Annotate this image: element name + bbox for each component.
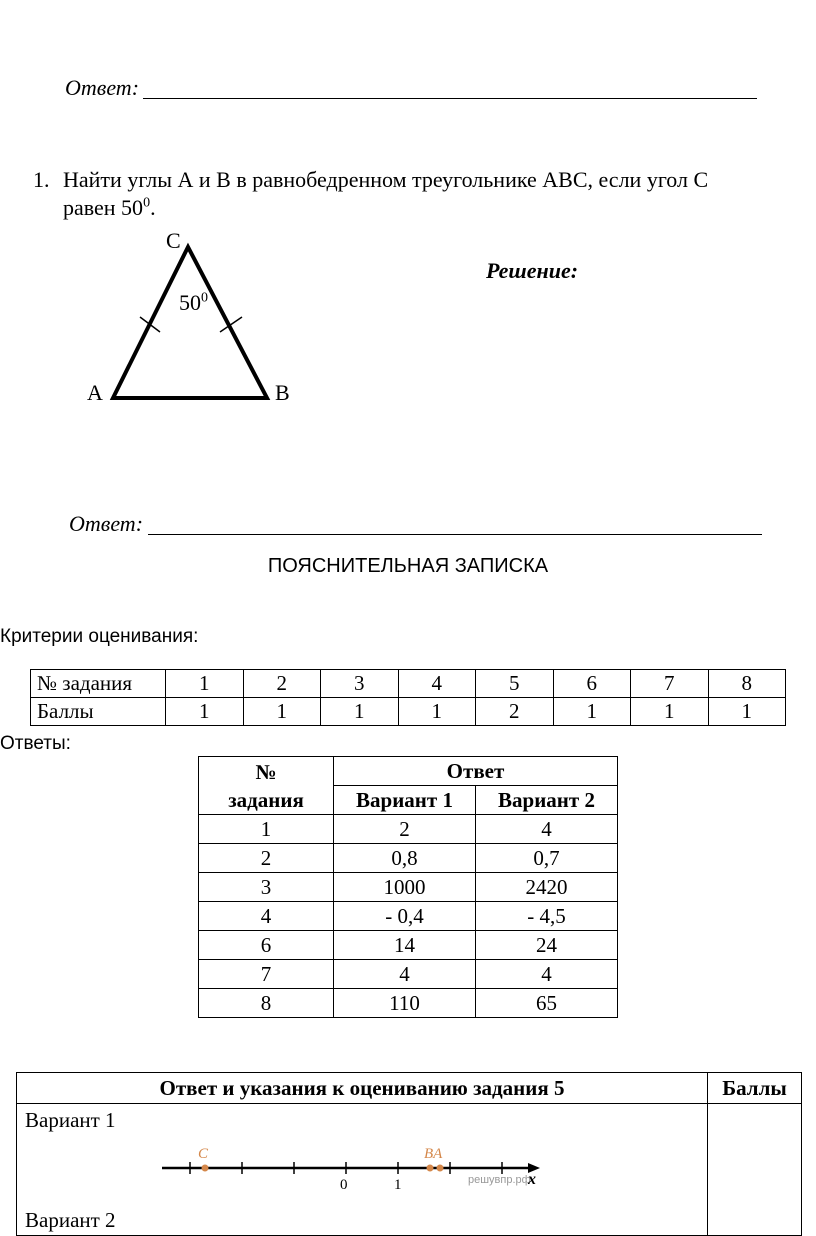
number-line bbox=[150, 1138, 550, 1194]
answer-task-cell: 8 bbox=[199, 989, 334, 1018]
table-row bbox=[199, 989, 618, 1018]
answers-col-answer: Ответ bbox=[334, 757, 618, 786]
answer-v1-cell: - 0,4 bbox=[334, 902, 476, 931]
answers-col-variant1: Вариант 1 bbox=[334, 786, 476, 815]
task-number: 1. bbox=[33, 167, 50, 192]
task5-header-score: Баллы bbox=[708, 1073, 802, 1104]
criteria-task-cell: 5 bbox=[476, 670, 554, 698]
vertex-c-label: С bbox=[166, 228, 181, 253]
answers-table bbox=[198, 756, 618, 1018]
table-row bbox=[199, 844, 618, 873]
answer-v2-cell: - 4,5 bbox=[476, 902, 618, 931]
answers-col-task: № задания bbox=[199, 757, 334, 815]
answer-label-2: Ответ: bbox=[69, 511, 144, 536]
answer-v1-cell: 4 bbox=[334, 960, 476, 989]
point-c-label: C bbox=[198, 1146, 209, 1162]
note-title: ПОЯСНИТЕЛЬНАЯ ЗАПИСКА bbox=[267, 555, 549, 577]
answer-underline-1 bbox=[143, 98, 757, 99]
answer-task-cell: 7 bbox=[199, 960, 334, 989]
criteria-score-label: Баллы bbox=[31, 698, 166, 726]
answer-v1-cell: 2 bbox=[334, 815, 476, 844]
points-ba-label: BA bbox=[424, 1146, 443, 1162]
answer-task-cell: 3 bbox=[199, 873, 334, 902]
answer-task-cell: 4 bbox=[199, 902, 334, 931]
criteria-task-cell: 1 bbox=[166, 670, 244, 698]
answer-underline-2 bbox=[148, 534, 762, 535]
answer-task-cell: 2 bbox=[199, 844, 334, 873]
answer-v2-cell: 4 bbox=[476, 960, 618, 989]
triangle-shape bbox=[113, 247, 267, 398]
vertex-b-label: В bbox=[275, 380, 290, 405]
point-a bbox=[437, 1165, 444, 1172]
answer-v2-cell: 0,7 bbox=[476, 844, 618, 873]
answer-label-1: Ответ: bbox=[65, 75, 140, 100]
variant2-label: Вариант 2 bbox=[25, 1208, 116, 1232]
answer-v2-cell: 4 bbox=[476, 815, 618, 844]
axis-x-label: x bbox=[528, 1171, 536, 1188]
criteria-table bbox=[30, 669, 786, 726]
criteria-task-cell: 3 bbox=[321, 670, 399, 698]
answer-task-cell: 6 bbox=[199, 931, 334, 960]
criteria-score-cell: 1 bbox=[166, 698, 244, 726]
criteria-task-cell: 7 bbox=[631, 670, 709, 698]
criteria-score-cell: 1 bbox=[553, 698, 631, 726]
point-c bbox=[202, 1165, 209, 1172]
answers-header-row bbox=[199, 757, 618, 786]
criteria-task-cell: 6 bbox=[553, 670, 631, 698]
answer-v1-cell: 110 bbox=[334, 989, 476, 1018]
table-row bbox=[199, 931, 618, 960]
criteria-task-row bbox=[31, 670, 786, 698]
criteria-task-cell: 4 bbox=[398, 670, 476, 698]
criteria-score-cell: 1 bbox=[708, 698, 786, 726]
answer-v1-cell: 0,8 bbox=[334, 844, 476, 873]
task5-header-main: Ответ и указания к оцениванию задания 5 bbox=[17, 1073, 708, 1104]
point-b bbox=[427, 1165, 434, 1172]
vertex-a-label: А bbox=[87, 380, 103, 405]
criteria-task-cell: 8 bbox=[708, 670, 786, 698]
criteria-heading: Критерии оценивания: bbox=[0, 626, 199, 647]
tick-label-1: 1 bbox=[394, 1177, 402, 1193]
table-row bbox=[199, 873, 618, 902]
table-row bbox=[199, 902, 618, 931]
task-text-line1: Найти углы А и В в равнобедренном треугольнике АВС, если угол С bbox=[63, 167, 709, 192]
answers-heading: Ответы: bbox=[0, 733, 71, 754]
task-text-line2: равен $50^0$. bbox=[63, 195, 156, 220]
criteria-task-label: № задания bbox=[31, 670, 166, 698]
answers-col-variant2: Вариант 2 bbox=[476, 786, 618, 815]
criteria-score-cell: 1 bbox=[321, 698, 399, 726]
criteria-task-cell: 2 bbox=[243, 670, 321, 698]
task5-header-row bbox=[17, 1073, 802, 1104]
criteria-score-cell: 1 bbox=[398, 698, 476, 726]
criteria-score-cell: 1 bbox=[631, 698, 709, 726]
table-row bbox=[199, 960, 618, 989]
watermark: решувпр.рф bbox=[468, 1174, 531, 1186]
angle-c-label: $50^0$ bbox=[179, 290, 208, 315]
answer-v2-cell: 24 bbox=[476, 931, 618, 960]
tick-label-0: 0 bbox=[340, 1177, 348, 1193]
answer-task-cell: 1 bbox=[199, 815, 334, 844]
criteria-score-cell: 2 bbox=[476, 698, 554, 726]
variant1-label: Вариант 1 bbox=[25, 1108, 116, 1132]
answer-v2-cell: 2420 bbox=[476, 873, 618, 902]
answer-v2-cell: 65 bbox=[476, 989, 618, 1018]
answer-v1-cell: 14 bbox=[334, 931, 476, 960]
table-row bbox=[199, 815, 618, 844]
answer-v1-cell: 1000 bbox=[334, 873, 476, 902]
criteria-score-row bbox=[31, 698, 786, 726]
criteria-score-cell: 1 bbox=[243, 698, 321, 726]
solution-label: Решение: bbox=[486, 258, 579, 283]
task5-score-cell bbox=[708, 1104, 802, 1236]
